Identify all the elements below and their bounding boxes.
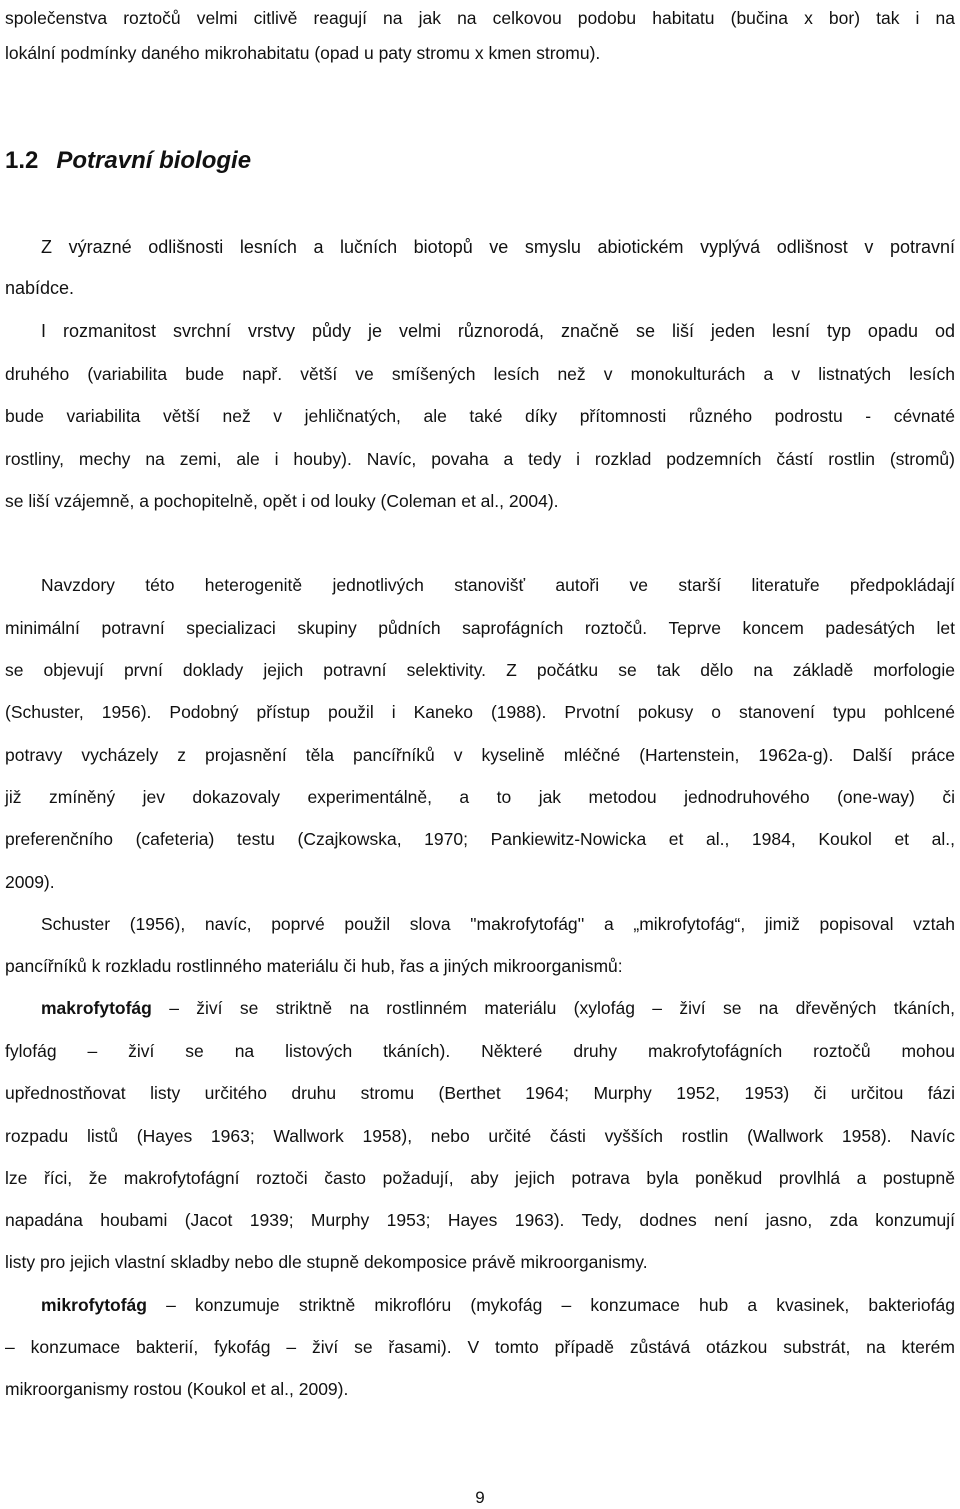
text-line: lze říci, že makrofytofágní roztoči často požadují, aby jejich potrava byla poněkud provlhlá a postupně <box>5 1168 955 1188</box>
text-line: mikroorganismy rostou (Koukol et al., 2009). <box>5 1379 349 1399</box>
text-run: – konzumuje striktně mikroflóru (mykofág – konzumace hub a kvasinek, bakteriofág <box>146 1295 955 1315</box>
section-number: 1.2 <box>5 147 39 174</box>
text-line: lokální podmínky daného mikrohabitatu (opad u paty stromu x kmen stromu). <box>5 43 601 63</box>
text-line: Z výrazné odlišnosti lesních a lučních biotopů ve smyslu abiotickém vyplývá odlišnost v potravní <box>41 237 955 257</box>
text-line: listy pro jejich vlastní skladby nebo dle stupně dekomposice právě mikroorganismy. <box>5 1252 648 1272</box>
text-line: potravy vycházely z projasnění těla pancířníků v kyselině mléčné (Hartenstein, 1962a-g). Další práce <box>5 745 955 765</box>
text-run: – živí se striktně na rostlinném materiálu (xylofág – živí se na dřevěných tkáních, <box>151 998 955 1018</box>
text-line: I rozmanitost svrchní vrstvy půdy je velmi různorodá, značně se liší jeden lesní typ opadu od <box>41 321 955 341</box>
text-line: druhého (variabilita bude např. větší ve smíšených lesích než v monokulturách a v listnatých lesích <box>5 364 955 384</box>
text-line <box>41 996 955 1020</box>
text-line: nabídce. <box>5 278 75 298</box>
text-line: Navzdory této heterogenitě jednotlivých stanovišť autoři ve starší literatuře předpokládají <box>41 575 955 595</box>
text-line <box>41 1293 955 1317</box>
section-title: Potravní biologie <box>56 147 252 174</box>
section-heading <box>5 146 251 176</box>
text-line: se objevují první doklady jejich potravní selektivity. Z počátku se tak dělo na základě morfologie <box>5 660 955 680</box>
page-number: 9 <box>475 1488 485 1507</box>
term-mikrofytofag: mikrofytofág <box>41 1295 147 1315</box>
text-line: rozpadu listů (Hayes 1963; Wallwork 1958), nebo určité části vyšších rostlin (Wallwork 1958). Navíc <box>5 1126 955 1146</box>
text-line: preferenčního (cafeteria) testu (Czajkowska, 1970; Pankiewitz-Nowicka et al., 1984, Koukol et al., <box>5 829 955 849</box>
text-line: již zmíněný jev dokazovaly experimentálně, a to jak metodou jednodruhového (one-way) či <box>5 787 955 807</box>
text-line: – konzumace bakterií, fykofág – živí se řasami). V tomto případě zůstává otázkou substrát, na kterém <box>5 1337 955 1357</box>
text-line: minimální potravní specializaci skupiny půdních saprofágních roztočů. Teprve koncem padesátých let <box>5 618 955 638</box>
text-line: (Schuster, 1956). Podobný přístup použil i Kaneko (1988). Prvotní pokusy o stanovení typu pohlcené <box>5 702 955 722</box>
text-line: se liší vzájemně, a pochopitelně, opět i od louky (Coleman et al., 2004). <box>5 491 559 511</box>
term-makrofytofag: makrofytofág <box>41 998 152 1018</box>
text-line: společenstva roztočů velmi citlivě reagují na jak na celkovou podobu habitatu (bučina x bor) tak i na <box>5 8 955 28</box>
text-line: napadána houbami (Jacot 1939; Murphy 1953; Hayes 1963). Tedy, dodnes není jasno, zda konzumují <box>5 1210 955 1230</box>
text-line: bude variabilita větší než v jehličnatých, ale také díky přítomnosti různého podrostu - cévnaté <box>5 406 955 426</box>
text-line: Schuster (1956), navíc, poprvé použil slova "makrofytofág'' a „mikrofytofág“, jimiž popisoval vztah <box>41 914 955 934</box>
text-line: fylofág – živí se na listových tkáních). Některé druhy makrofytofágních roztočů mohou <box>5 1041 955 1061</box>
text-line: upřednostňovat listy určitého druhu stromu (Berthet 1964; Murphy 1952, 1953) či určitou fázi <box>5 1083 955 1103</box>
text-line: rostliny, mechy na zemi, ale i houby). Navíc, povaha a tedy i rozklad podzemních částí rostlin (stromů) <box>5 449 955 469</box>
text-line: pancířníků k rozkladu rostlinného materiálu či hub, řas a jiných mikroorganismů: <box>5 956 623 976</box>
text-line: 2009). <box>5 872 55 892</box>
